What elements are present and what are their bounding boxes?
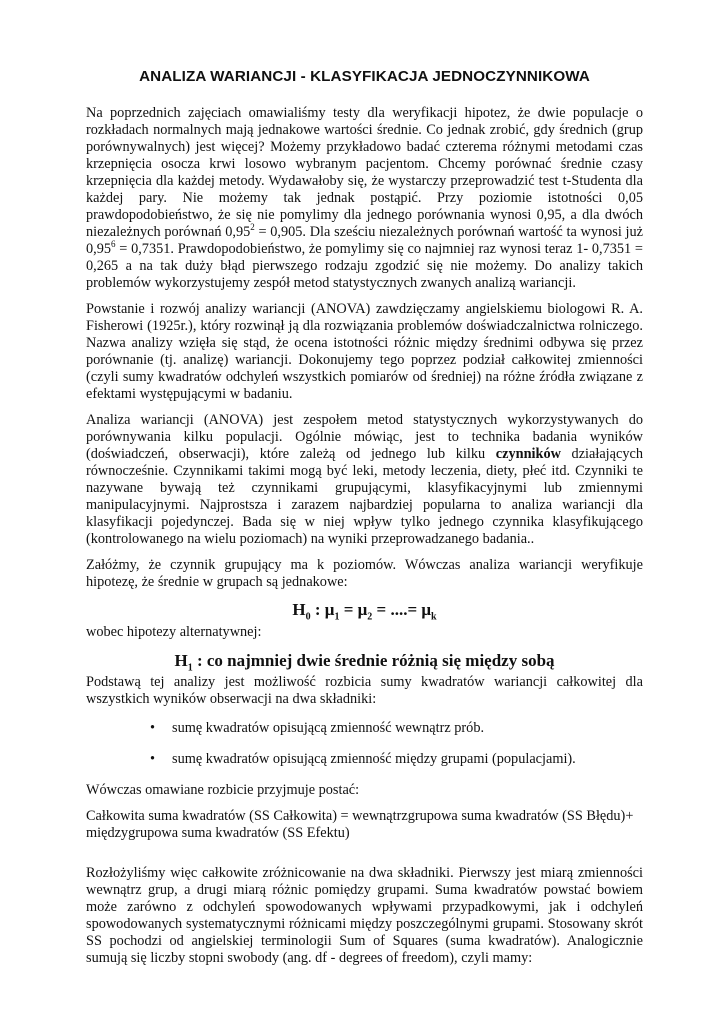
bullet-icon: • <box>150 720 156 736</box>
paragraph-anova-history: Powstanie i rozwój analizy wariancji (ANOVA) zawdzięczamy angielskiemu biologowi R. A. Fisherowi (1925r.), który rozwinął ją dla rozwiązania problemów doświadczalnictwa rolniczego. Nazwa analizy wzięła się stąd, że ocena istotności różnic między średnimi odbywa się przez porównanie (tj. analizę) wariancji. Dokonujemy tego poprzez podział całkowitej zmienności (czyli sumy kwadratów odchyleń wszystkich pomiarów od średniej) na różne źródła związane z efektami występującymi w badaniu. <box>86 301 643 402</box>
document-page <box>86 62 643 976</box>
alternative-hypothesis-formula <box>86 650 643 672</box>
mu1-subscript: 1 <box>334 611 340 623</box>
paragraph-decomposition-summary: Rozłożyliśmy więc całkowite zróżnicowanie na dwa składniki. Pierwszy jest miarą zmienności wewnątrz grup, a drugi miarą różnic pomiędzy grupami. Suma kwadratów powstać bowiem może zarówno z odchyleń spowodowanych wpływami przypadkowymi, jak i odchyleń spowodowanych systematycznymi różnicami między poszczególnymi grupami. Stosowany skrót SS pochodzi od angielskiej terminologii Sum of Squares (suma kwadratów). Analogicznie sumują się liczby stopni swobody (ang. df - degrees of freedom), czyli mamy: <box>86 865 643 966</box>
mu2-subscript: 2 <box>367 611 373 623</box>
h1-text: : co najmniej dwie średnie różnią się między sobą <box>192 651 555 670</box>
paragraph-decomposition-form: Wówczas omawiane rozbicie przyjmuje postać: <box>86 782 360 798</box>
mu1-symbol: μ <box>324 600 335 619</box>
paragraph-anova-definition-part-b: działających równocześnie. Czynnikami takimi mogą być leki, metody leczenia, diety, płeć itd. Czynniki te nazywane bywają też czynnikami grupującymi, klasyfikacyjnymi lub zmiennymi manipulacyjnymi. Najprostsza i zarazem najbardziej popularna to analiza wariancji dla klasyfikacji pojedynczej. Bada się w niej wpływ tylko jednego czynnika klasyfikującego (kontrolowanego na wielu poziomach) na wyniki przeprowadzanego badania.. <box>86 446 643 547</box>
bullet-icon: • <box>150 751 156 767</box>
list-item-text: sumę kwadratów opisującą zmienność między grupami (populacjami). <box>172 751 576 767</box>
components-list <box>86 720 643 768</box>
h0-equals-2: = ....= <box>372 600 422 619</box>
paragraph-intro <box>86 105 643 292</box>
document-title: ANALIZA WARIANCJI - KLASYFIKACJA JEDNOCZYNNIKOWA <box>139 68 590 85</box>
exponent-6: 6 <box>111 239 116 250</box>
paragraph-ss-equation: Całkowita suma kwadratów (SS Całkowita) = wewnątrzgrupowa suma kwadratów (SS Błędu)+ międzygrupowa suma kwadratów (SS Efektu) <box>86 808 634 841</box>
paragraph-intro-part-a: Na poprzednich zajęciach omawialiśmy testy dla weryfikacji hipotez, że dwie populacje o rozkładach normalnych mają jednakowe wartości średnie. Co jednak zrobić, gdy średnich (grup porównywalnych) jest więcej? Możemy przykładowo badać czterema różnymi metodami czas krzepnięcia osocza krwi losowo wybranym pacjentom. Chcemy porównać średnie czasy krzepnięcia dla każdej metody. Wydawałoby się, że wystarczy przeprowadzić test t-Studenta dla każdej pary. Nie możemy tak jednak postąpić. Przy poziomie istotności 0,05 prawdopodobieństwo, że się nie pomylimy dla jednego porównania wynosi 0,95, a dla dwóch niezależnych porównań 0,95 <box>86 105 643 240</box>
list-item-text: sumę kwadratów opisującą zmienność wewnątrz prób. <box>172 720 485 736</box>
paragraph-decomposition-basis: Podstawą tej analizy jest możliwość rozbicia sumy kwadratów wariancji całkowitej dla wszystkich wyników obserwacji na dwa składniki: <box>86 674 643 707</box>
paragraph-intro-part-b: = 0,905. Dla sześciu niezależnych porównań wartość ta wynosi już 0,95 <box>86 224 643 257</box>
h0-colon: : <box>310 600 325 619</box>
spacer <box>86 851 643 865</box>
muk-symbol: μ <box>421 600 432 619</box>
h1-subscript: 1 <box>187 662 193 674</box>
h0-subscript: 0 <box>305 611 311 623</box>
exponent-2: 2 <box>250 222 255 233</box>
list-item <box>150 751 643 768</box>
paragraph-anova-definition <box>86 412 643 548</box>
paragraph-intro-part-c: = 0,7351. Prawdopodobieństwo, że pomylimy się co najmniej raz wynosi teraz 1- 0,7351 = 0,265 a na tak duży błąd pierwszego rodzaju zgodzić się nie możemy. Do analizy takich problemów wykorzystujemy zespół metod statystycznych zwanych analizą wariancji. <box>86 241 643 291</box>
term-czynnikow: czynników <box>495 446 561 462</box>
h0-equals-1: = <box>339 600 358 619</box>
muk-subscript: k <box>431 611 437 623</box>
paragraph-alternative-intro: wobec hipotezy alternatywnej: <box>86 624 262 640</box>
list-item <box>150 720 643 737</box>
null-hypothesis-formula <box>86 600 643 623</box>
paragraph-hypothesis-intro: Załóżmy, że czynnik grupujący ma k poziomów. Wówczas analiza wariancji weryfikuje hipotezę, że średnie w grupach są jednakowe: <box>86 557 643 590</box>
paragraph-anova-definition-part-a: Analiza wariancji (ANOVA) jest zespołem metod statystycznych wykorzystywanych do porównywania kilku populacji. Ogólnie mówiąc, jest to technika badania wyników (doświadczeń, obserwacji), które zależą od jednego lub kilku <box>86 412 643 462</box>
h1-symbol: H <box>174 651 188 670</box>
mu2-symbol: μ <box>357 600 368 619</box>
h0-symbol: H <box>292 600 306 619</box>
